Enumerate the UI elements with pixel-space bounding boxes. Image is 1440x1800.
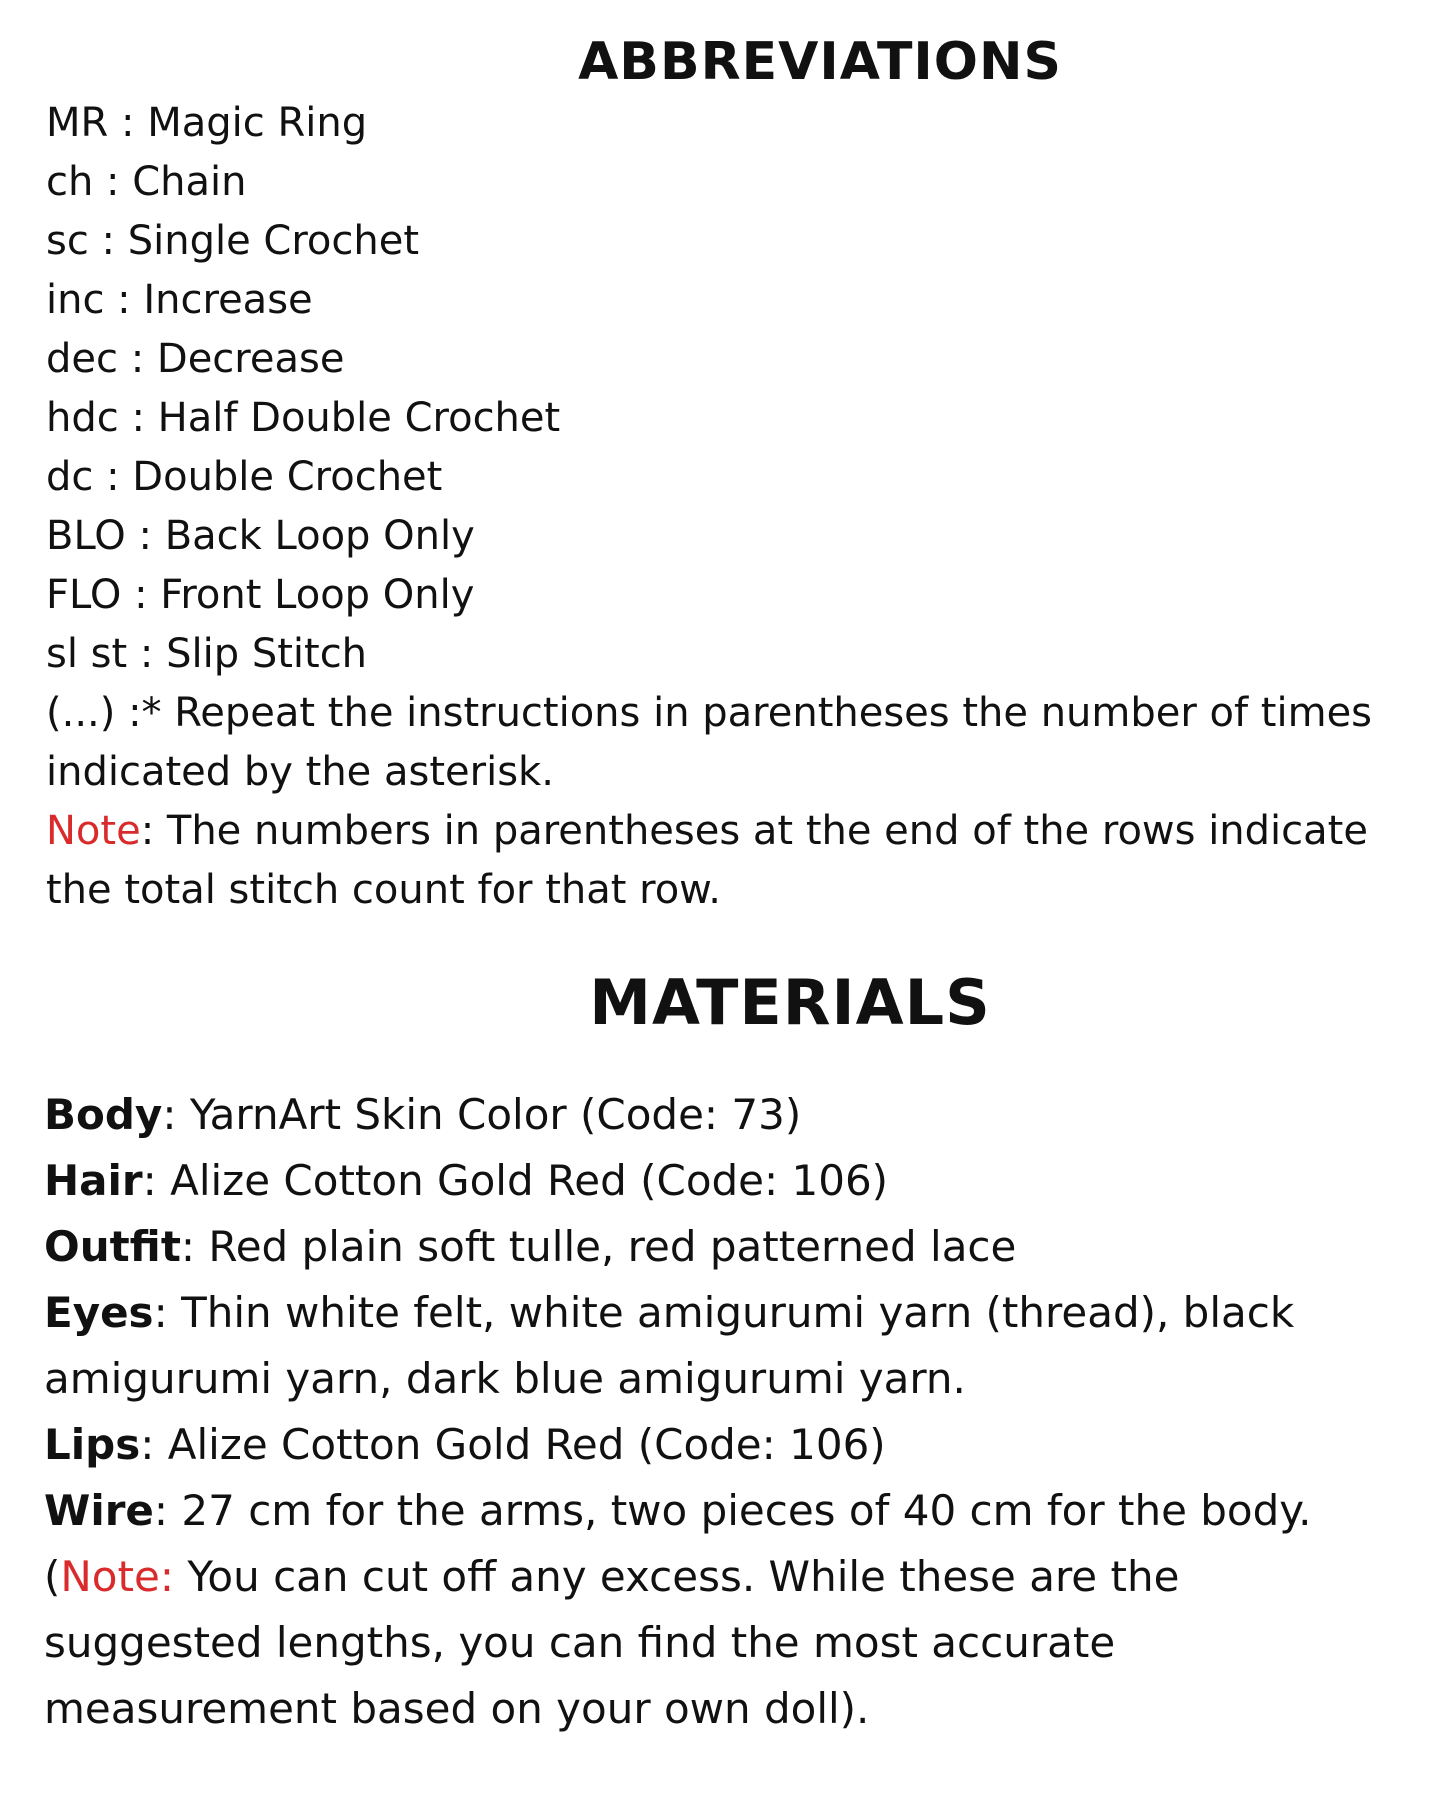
abbreviation-item: dec : Decrease: [46, 336, 345, 382]
materials-list: [0, 1082, 1404, 1742]
wire-note-label: Note:: [60, 1552, 174, 1601]
abbreviations-heading: ABBREVIATIONS: [578, 32, 1062, 92]
material-item-hair: [44, 1148, 1404, 1214]
material-item-eyes: [44, 1280, 1404, 1412]
repeat-instruction: (...) :* Repeat the instructions in parentheses the number of times indicated by the asterisk.: [46, 690, 1373, 795]
materials-heading: MATERIALS: [589, 966, 991, 1039]
material-item-wire: [44, 1478, 1404, 1544]
material-label: Body: [44, 1090, 163, 1139]
abbreviation-item: FLO : Front Loop Only: [46, 572, 475, 618]
wire-note-text: You can cut off any excess. While these are the suggested lengths, you can find the most accurate measurement based on your own doll).: [44, 1552, 1180, 1733]
abbreviation-item: ch : Chain: [46, 159, 247, 205]
material-text: : Alize Cotton Gold Red (Code: 106): [142, 1156, 889, 1205]
abbreviation-item: sl st : Slip Stitch: [46, 631, 368, 677]
material-label: Eyes: [44, 1288, 154, 1337]
material-item-body: [44, 1082, 1404, 1148]
abbreviation-item: MR : Magic Ring: [46, 100, 368, 146]
material-text: : Thin white felt, white amigurumi yarn (thread), black amigurumi yarn, dark blue amigurumi yarn.: [44, 1288, 1295, 1403]
material-label: Hair: [44, 1156, 143, 1205]
note-label: Note: [46, 808, 141, 854]
material-wire-note: [44, 1544, 1404, 1742]
abbreviation-item: BLO : Back Loop Only: [46, 513, 475, 559]
material-label: Lips: [44, 1420, 141, 1469]
material-text: : YarnArt Skin Color (Code: 73): [162, 1090, 802, 1139]
abbreviation-item: sc : Single Crochet: [46, 218, 420, 264]
material-text: : Red plain soft tulle, red patterned lace: [180, 1222, 1017, 1271]
material-text: : Alize Cotton Gold Red (Code: 106): [140, 1420, 886, 1469]
note-text: : The numbers in parentheses at the end of the rows indicate the total stitch count for that row.: [46, 808, 1368, 913]
abbreviation-item: inc : Increase: [46, 277, 313, 323]
abbreviation-item: dc : Double Crochet: [46, 454, 443, 500]
material-text: : 27 cm for the arms, two pieces of 40 cm for the body.: [153, 1486, 1312, 1535]
material-label: Wire: [44, 1486, 154, 1535]
wire-note-open: (: [44, 1552, 61, 1601]
abbreviation-item: hdc : Half Double Crochet: [46, 395, 561, 441]
abbreviations-note: [0, 802, 1432, 920]
material-label: Outfit: [44, 1222, 181, 1271]
material-item-outfit: [44, 1214, 1404, 1280]
material-item-lips: [44, 1412, 1404, 1478]
abbreviations-list: [0, 94, 1440, 684]
